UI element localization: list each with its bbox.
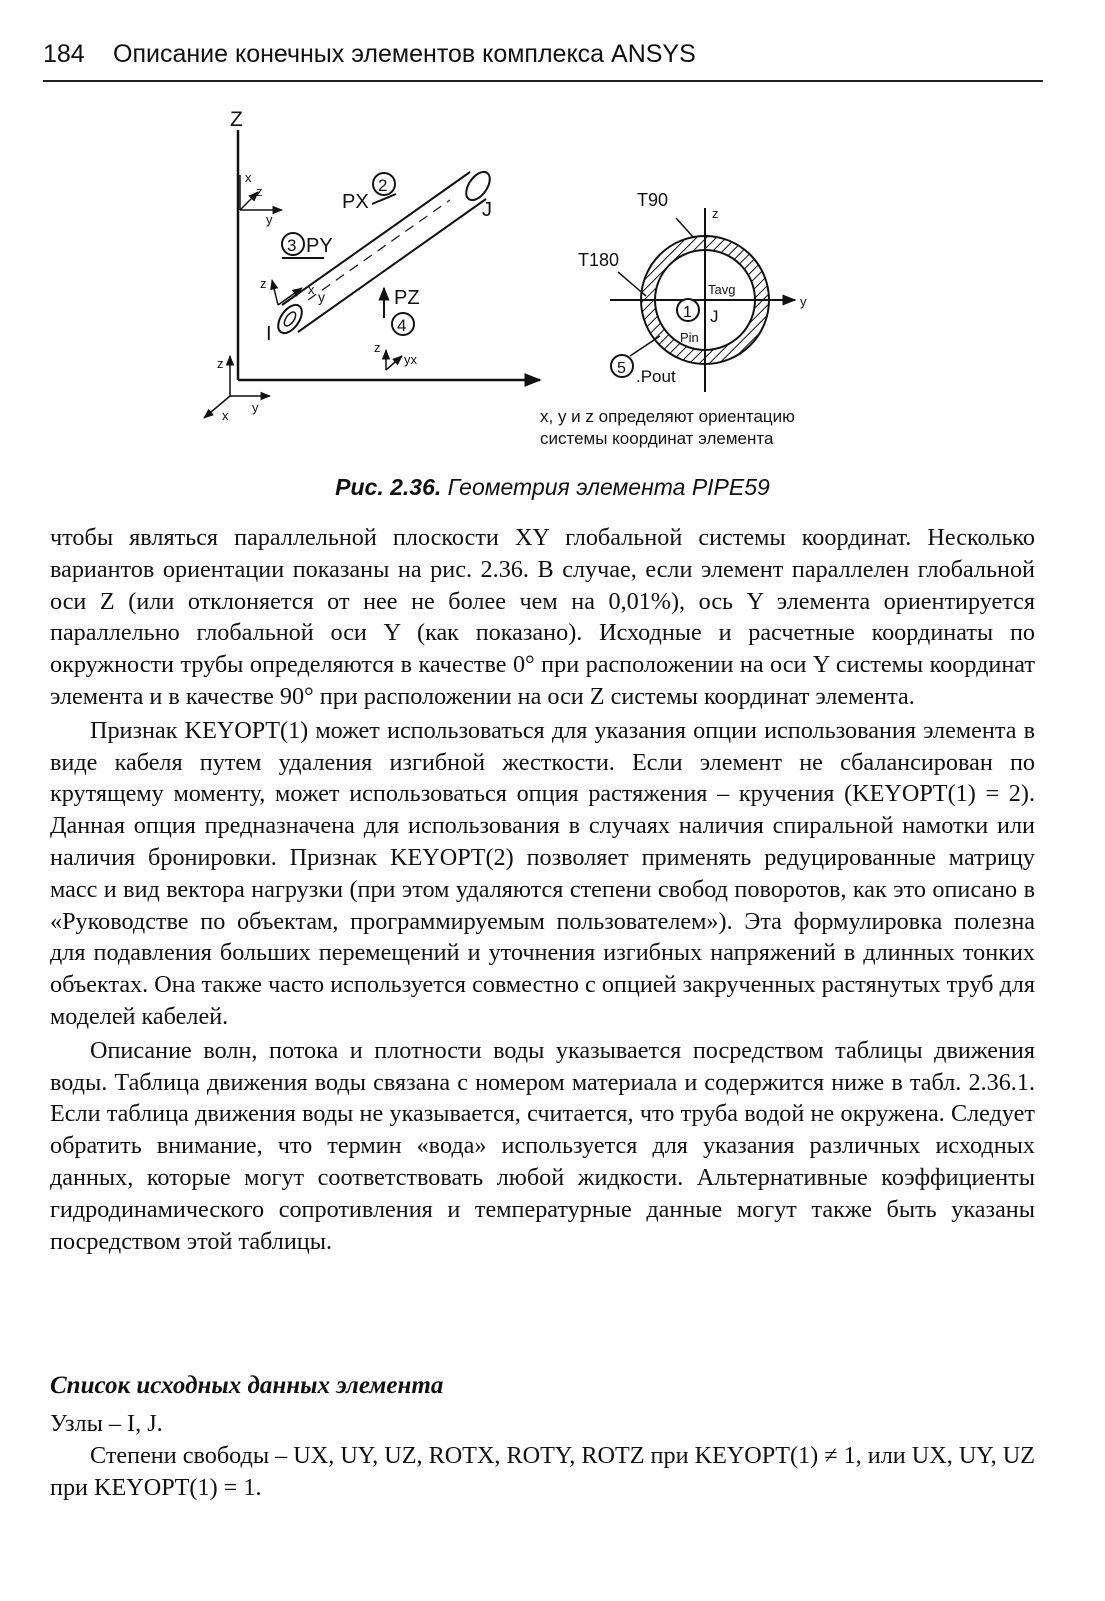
pout-label: .Pout <box>636 367 676 386</box>
t180-label: T180 <box>578 250 620 270</box>
circle-1-number: 1 <box>683 304 692 321</box>
figure-note-line-2: системы координат элемента <box>540 429 774 448</box>
tavg-label: Tavg <box>708 282 736 297</box>
pout-leader <box>630 336 660 356</box>
node-i-z-label: z <box>260 276 267 291</box>
z-axis-label: Z <box>230 108 243 131</box>
node-i-label: I <box>266 323 272 345</box>
dof-line: Степени свободы – UX, UY, UZ, ROTX, ROTY, ROTZ при KEYOPT(1) ≠ 1, или UX, UY, UZ при KEYOPT(1) = 1. <box>50 1441 1035 1501</box>
lower-triad-z-label: z <box>374 340 381 355</box>
body-text <box>50 522 1035 1257</box>
paragraph-1: чтобы являться параллельной плоскости XY глобальной системы координат. Несколько вариантов ориентации показаны на рис. 2.36. В случае, если элемент параллелен глобальной оси Z (или отклоняется от нее не более чем на 0,01%), ось Y элемента ориентируется параллельно глобальной оси Y (как показано). Исходные и расчетные координаты по окружности трубы определяются в качестве 0° при расположении на оси Y системы координат элемента и в качестве 90° при расположении на оси Z системы координат элемента. <box>50 524 1035 710</box>
node-i-y-label: y <box>318 289 325 305</box>
py-label: PY <box>306 235 333 257</box>
input-data-list <box>50 1408 1035 1503</box>
section-heading: Список исходных данных элемента <box>50 1372 444 1399</box>
figure-pipe59-geometry <box>190 100 910 485</box>
page-number: 184 <box>43 40 85 68</box>
running-title: Описание конечных элементов комплекса ANSYS <box>113 40 696 68</box>
node-i-x-label: x <box>308 282 315 297</box>
header-rule <box>43 80 1043 82</box>
figure-note-line-1: x, y и z определяют ориентацию <box>540 407 795 426</box>
circle-5-number: 5 <box>617 360 626 377</box>
global-triad-y-label: y <box>252 400 259 415</box>
page-header <box>43 40 1043 84</box>
local-y-label: y <box>266 212 273 227</box>
node-i-z-axis <box>272 280 278 305</box>
section-j-label: J <box>710 307 719 326</box>
local-z-label: z <box>256 184 263 199</box>
caption-text: Геометрия элемента PIPE59 <box>441 474 770 500</box>
figure-caption <box>0 474 1105 501</box>
pipe59-diagram <box>190 100 910 485</box>
node-j-label: J <box>482 199 492 221</box>
caption-number: Рис. 2.36. <box>335 474 442 500</box>
section-z-label: z <box>712 206 719 221</box>
circle-3-number: 3 <box>287 236 297 255</box>
t180-leader <box>618 272 646 296</box>
pz-label: PZ <box>394 287 420 309</box>
local-x-label: x <box>245 170 252 185</box>
t90-leader <box>676 218 694 238</box>
lower-triad-yx <box>386 356 402 370</box>
px-label: PX <box>342 191 369 213</box>
global-triad-z-label: z <box>217 356 224 371</box>
paragraph-3: Описание волн, потока и плотности воды указывается посредством таблицы движения воды. Таблица движения воды связана с номером материала и содержится ниже в табл. 2.36.1. Если таблица движения воды не указывается, считается, что труба водой не окружена. Следует обратить внимание, что термин «вода» используется для указания различных исходных данных, которые могут соответствовать любой жидкости. Альтернативные коэффициенты гидродинамического сопротивления и температурные данные могут также быть указаны посредством этой таблицы. <box>50 1036 1035 1255</box>
lower-triad-yx-label: yx <box>404 352 417 367</box>
circle-4-number: 4 <box>397 316 407 335</box>
node-i-x-axis <box>278 288 302 305</box>
global-triad-x-label: x <box>222 408 229 423</box>
t90-label: T90 <box>637 190 669 210</box>
pipe-end-i <box>273 301 306 338</box>
pin-label: Pin <box>680 330 699 345</box>
paragraph-2: Признак KEYOPT(1) может использоваться для указания опции использования элемента в виде кабеля путем удаления изгибной жесткости. Если элемент не сбалансирован по крутящему моменту, может использоваться опция растяжения – кручения (KEYOPT(1) = 2). Данная опция предназначена для использования в случаях наличия спиральной намотки или наличия бронировки. Признак KEYOPT(2) позволяет применять редуцированные матрицу масс и вид вектора нагрузки (при этом удаляются степени свобод поворотов, как это описано в «Руководстве по объектам, программируемым пользователем»). Эта формулировка полезна для подавления больших перемещений и уточнения изгибных напряжений в длинных тонких объектах. Она также часто используется совместно с опцией закрученных растянутых труб для моделей кабелей. <box>50 716 1035 1030</box>
section-y-label: y <box>800 294 807 309</box>
nodes-line: Узлы – I, J. <box>50 1410 163 1437</box>
circle-2-number: 2 <box>378 176 388 195</box>
pipe-bottom-edge <box>298 199 486 332</box>
